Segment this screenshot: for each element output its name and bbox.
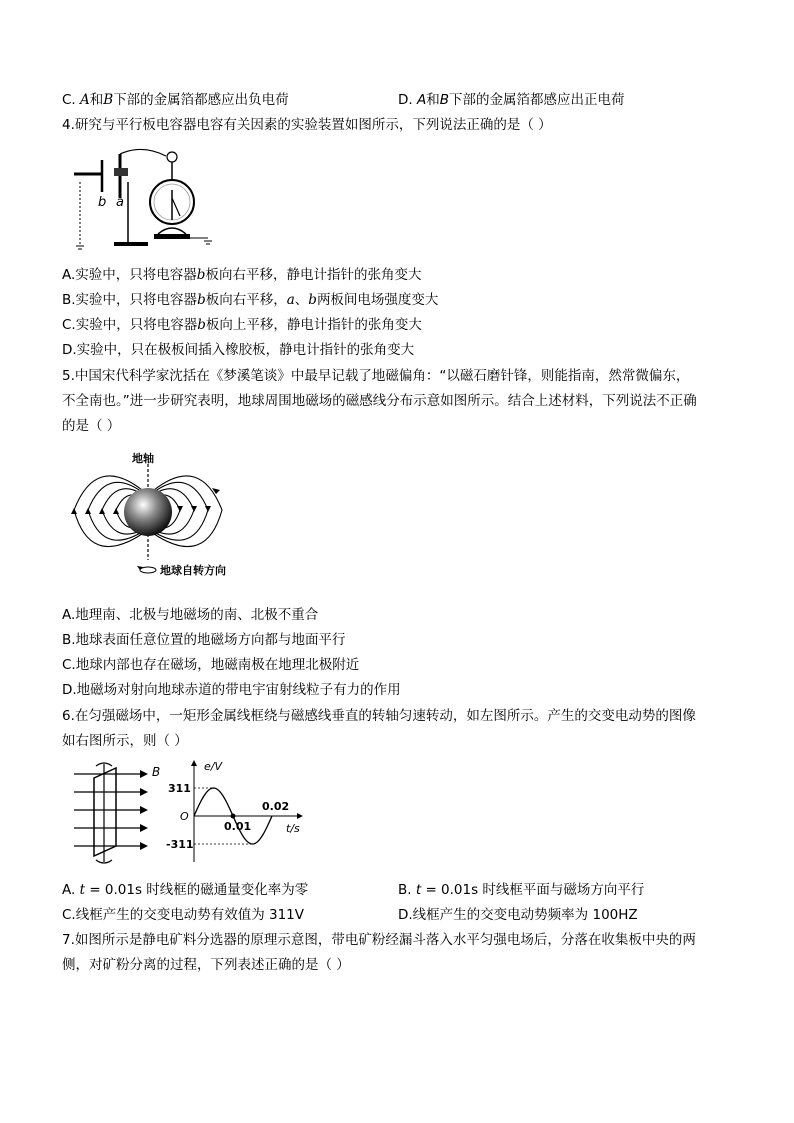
y-min-label: -311 bbox=[166, 838, 194, 851]
q5-stem-line-3: 的是（ ） bbox=[62, 418, 121, 434]
q7-stem-line-2: 侧，对矿粉分离的过程，下列表述正确的是（ ） bbox=[62, 957, 350, 973]
q4-option-a bbox=[62, 265, 421, 285]
q6-option-a bbox=[62, 880, 308, 900]
q3-option-c-var-a: A bbox=[80, 92, 90, 108]
q4-option-d: D.实验中，只在极板间插入橡胶板，静电计指针的张角变大 bbox=[62, 342, 415, 358]
q5-option-b: B.地球表面任意位置的地磁场方向都与地面平行 bbox=[62, 632, 346, 648]
q6-option-b-prefix: B. bbox=[398, 882, 416, 898]
earth-axis-label: 地轴 bbox=[132, 452, 154, 465]
b-field-lines bbox=[74, 774, 144, 846]
q4-option-b-var-2: a bbox=[286, 292, 295, 308]
q4-option-a-text-1: A.实验中，只将电容器 bbox=[62, 267, 197, 283]
q5-option-a: A.地理南、北极与地磁场的南、北极不重合 bbox=[62, 607, 319, 623]
q6-option-a-text: = 0.01s 时线框的磁通量变化率为零 bbox=[85, 882, 309, 898]
q4-option-a-text-2: 板向右平移，静电计指针的张角变大 bbox=[205, 267, 422, 283]
q4-option-a-var: b bbox=[196, 267, 206, 283]
q4-stem: 4.研究与平行板电容器电容有关因素的实验装置如图所示，下列说法正确的是（ ） bbox=[62, 117, 552, 133]
q6-option-c: C.线框产生的交变电动势有效值为 311V bbox=[62, 907, 305, 923]
q6-option-b bbox=[398, 880, 644, 900]
x-axis-label: t/s bbox=[286, 822, 300, 835]
t1-point bbox=[231, 814, 236, 819]
q6-option-b-text: = 0.01s 时线框平面与磁场方向平行 bbox=[421, 882, 645, 898]
q5-option-d: D.地磁场对射向地球赤道的带电宇宙射线粒子有力的作用 bbox=[62, 682, 401, 698]
q4-option-b-var-3: b bbox=[308, 292, 317, 308]
q4-option-c bbox=[62, 315, 422, 335]
y-max-label: 311 bbox=[168, 782, 191, 795]
q4-option-b-text-4: 两板间电场强度变大 bbox=[316, 292, 439, 308]
b-field-label: B bbox=[152, 765, 161, 779]
y-axis-label: e/V bbox=[204, 760, 222, 773]
q7-stem-line-1: 7.如图所示是静电矿料分选器的原理示意图，带电矿粉经漏斗落入水平匀强电场后，分落在收集板中央的两 bbox=[62, 932, 696, 948]
q6-stem-line-2: 如右图所示，则（ ） bbox=[62, 733, 188, 749]
q6-chart-emf bbox=[166, 758, 306, 868]
q3-option-c bbox=[62, 90, 289, 110]
t1-label: 0.01 bbox=[224, 820, 252, 833]
t2-label: 0.02 bbox=[262, 800, 290, 813]
q5-stem-line-2: 不全南也。”进一步研究表明，地球周围地磁场的磁感线分布示意如图所示。结合上述材料，下列说法不正确 bbox=[62, 393, 697, 409]
earth-rotation-label: 地球自转方向 bbox=[160, 564, 226, 577]
q6-stem-line-1: 6.在匀强磁场中，一矩形金属线框绕与磁感线垂直的转轴匀速转动，如左图所示。产生的交变电动势的图像 bbox=[62, 708, 696, 724]
q3-option-c-and: 和 bbox=[89, 92, 104, 108]
q3-option-d-and: 和 bbox=[426, 92, 440, 108]
q3-option-d-var-b: B bbox=[439, 92, 449, 108]
earth bbox=[124, 488, 172, 536]
q4-option-b bbox=[62, 290, 438, 310]
q4-figure-capacitor-electroscope bbox=[62, 142, 232, 254]
q4-option-b-text-1: B.实验中，只将电容器 bbox=[62, 292, 198, 308]
q6-option-d: D.线框产生的交变电动势频率为 100HZ bbox=[398, 907, 638, 923]
q5-option-c: C.地球内部也存在磁场，地磁南极在地理北极附近 bbox=[62, 657, 360, 673]
q5-figure-earth-magnetic-field bbox=[62, 448, 252, 588]
rotation-arrow bbox=[140, 567, 156, 573]
q3-option-c-prefix: C. bbox=[62, 92, 81, 108]
q3-option-d bbox=[398, 90, 625, 110]
q4-option-c-var: b bbox=[197, 317, 206, 333]
q3-option-d-text: 下部的金属箔都感应出正电荷 bbox=[449, 92, 625, 108]
coil bbox=[94, 768, 116, 856]
q6-option-b-var: t bbox=[415, 882, 422, 898]
q3-option-d-prefix: D. bbox=[398, 92, 417, 108]
q3-option-c-text: 下部的金属箔都感应出负电荷 bbox=[113, 92, 289, 108]
origin-label: O bbox=[180, 810, 189, 823]
q4-option-c-text-1: C.实验中，只将电容器 bbox=[62, 317, 198, 333]
q4-option-b-text-2: 板向右平移， bbox=[205, 292, 287, 308]
q4-option-b-var-1: b bbox=[197, 292, 206, 308]
q6-figure-rotating-coil bbox=[66, 760, 166, 866]
q3-option-c-var-b: B bbox=[103, 92, 114, 108]
q6-option-a-prefix: A. bbox=[62, 882, 80, 898]
q3-option-d-var-a: A bbox=[416, 92, 427, 108]
q5-stem-line-1: 5.中国宋代科学家沈括在《梦溪笔谈》中最早记载了地磁偏角：“以磁石磨针锋，则能指南，然常微偏东， bbox=[62, 368, 690, 384]
q4-option-c-text-2: 板向上平移，静电计指针的张角变大 bbox=[205, 317, 422, 333]
q4-option-b-text-3: 、 bbox=[294, 292, 309, 308]
fig-label-b: b bbox=[98, 195, 107, 210]
q6-option-a-var: t bbox=[79, 882, 86, 898]
fig-label-a: a bbox=[116, 195, 124, 210]
